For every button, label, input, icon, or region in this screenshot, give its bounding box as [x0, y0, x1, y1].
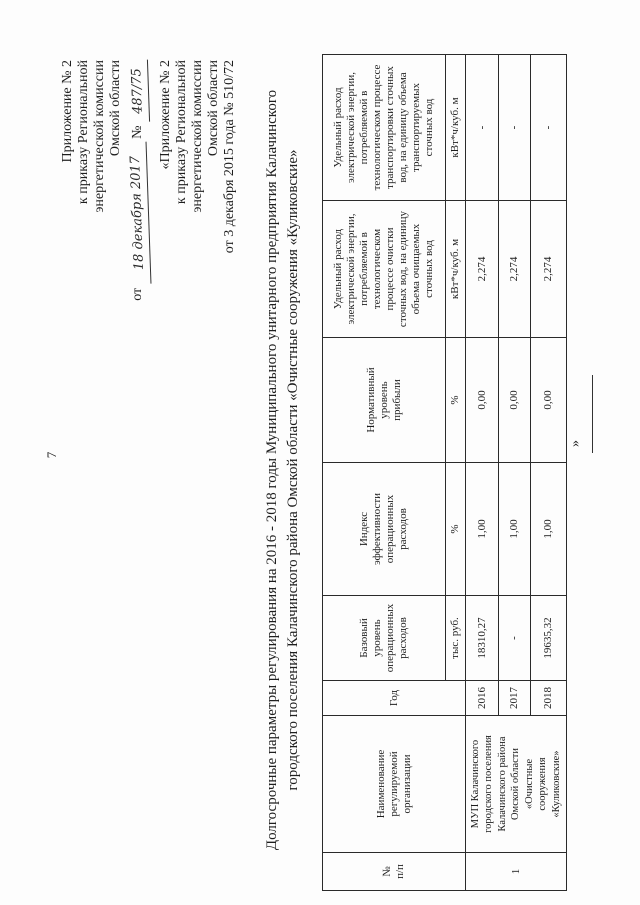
appendix-order-line: [128, 60, 149, 301]
page-number: 7: [44, 451, 59, 459]
closing-rule: [592, 375, 593, 453]
cell-base-opex: 18310,27: [466, 596, 499, 681]
appendix-line: к приказу Региональной: [76, 60, 91, 205]
appendix-line: энергетической комиссии: [92, 60, 107, 213]
cell-efficiency-index: 1,00: [466, 463, 499, 596]
cell-entry-number: 1: [466, 853, 567, 891]
cell-energy-transport: -: [531, 55, 567, 201]
cell-profit-rate: 0,00: [499, 338, 531, 463]
unit-profit-rate: %: [446, 338, 466, 463]
unit-efficiency-index: %: [446, 463, 466, 596]
unit-energy-transport: кВт*ч/куб. м: [446, 55, 466, 201]
cell-energy-transport: -: [466, 55, 499, 201]
cell-profit-rate: 0,00: [466, 338, 499, 463]
appendix-line: Омской области: [108, 60, 123, 157]
appendix-line: к приказу Региональной: [174, 60, 189, 205]
cell-energy-treatment: 2,274: [531, 201, 567, 338]
unit-energy-treatment: кВт*ч/куб. м: [446, 201, 466, 338]
cell-energy-treatment: 2,274: [499, 201, 531, 338]
parameters-table: [322, 54, 567, 891]
appendix-line: Приложение № 2: [60, 60, 75, 163]
cell-base-opex: -: [499, 596, 531, 681]
appendix-header-previous: [158, 60, 238, 253]
cell-energy-transport: -: [499, 55, 531, 201]
col-header-base-opex: Базовый уровень операционных расходов: [323, 596, 446, 681]
unit-base-opex: тыс. руб.: [446, 596, 466, 681]
closing-quote: »: [568, 440, 583, 447]
handwritten-date: 18 декабря 2017: [126, 142, 152, 285]
document-title: [262, 65, 304, 875]
number-label: №: [130, 125, 145, 139]
cell-organization: МУП Калачинского городского поселения Калачинского района Омской области «Очистные сооружения «Куликовские»: [466, 716, 567, 853]
appendix-line: от 3 декабря 2015 года № 510/72: [222, 60, 237, 254]
cell-efficiency-index: 1,00: [499, 463, 531, 596]
col-header-energy-treatment: Удельный расход электрической энергии, потребляемой в технологическом процессе очистки сточных вод, на единицу объема очищаемых сточных вод: [323, 201, 446, 338]
cell-year: 2016: [466, 681, 499, 716]
appendix-line: Омской области: [206, 60, 221, 157]
table-header-row: [323, 55, 446, 891]
col-header-organization: Наименование регулируемой организации: [323, 716, 466, 853]
col-header-efficiency-index: Индекс эффективности операционных расходов: [323, 463, 446, 596]
col-header-energy-transport: Удельный расход электрической энергии, потребляемой в технологическом процессе транспортировки сточных вод, на единицу объема транспортируемых сточных вод: [323, 55, 446, 201]
title-line: Долгосрочные параметры регулирования на 2016 - 2018 годы Муниципального унитарного предприятия Калачинского: [264, 89, 280, 851]
cell-year: 2018: [531, 681, 567, 716]
appendix-header-current: [60, 60, 149, 301]
from-label: от: [130, 287, 145, 301]
col-header-number: № п/п: [323, 853, 466, 891]
handwritten-order-number: 487/75: [127, 60, 150, 123]
title-line: городского поселения Калачинского района Омской области «Очистные сооружения «Куликовские»: [285, 149, 301, 791]
col-header-year: Год: [323, 681, 466, 716]
appendix-line: энергетической комиссии: [190, 60, 205, 213]
appendix-line: «Приложение № 2: [158, 60, 173, 170]
cell-efficiency-index: 1,00: [531, 463, 567, 596]
table-row: [466, 55, 499, 891]
cell-profit-rate: 0,00: [531, 338, 567, 463]
cell-year: 2017: [499, 681, 531, 716]
col-header-profit-rate: Нормативный уровень прибыли: [323, 338, 446, 463]
cell-energy-treatment: 2,274: [466, 201, 499, 338]
cell-base-opex: 19635,32: [531, 596, 567, 681]
